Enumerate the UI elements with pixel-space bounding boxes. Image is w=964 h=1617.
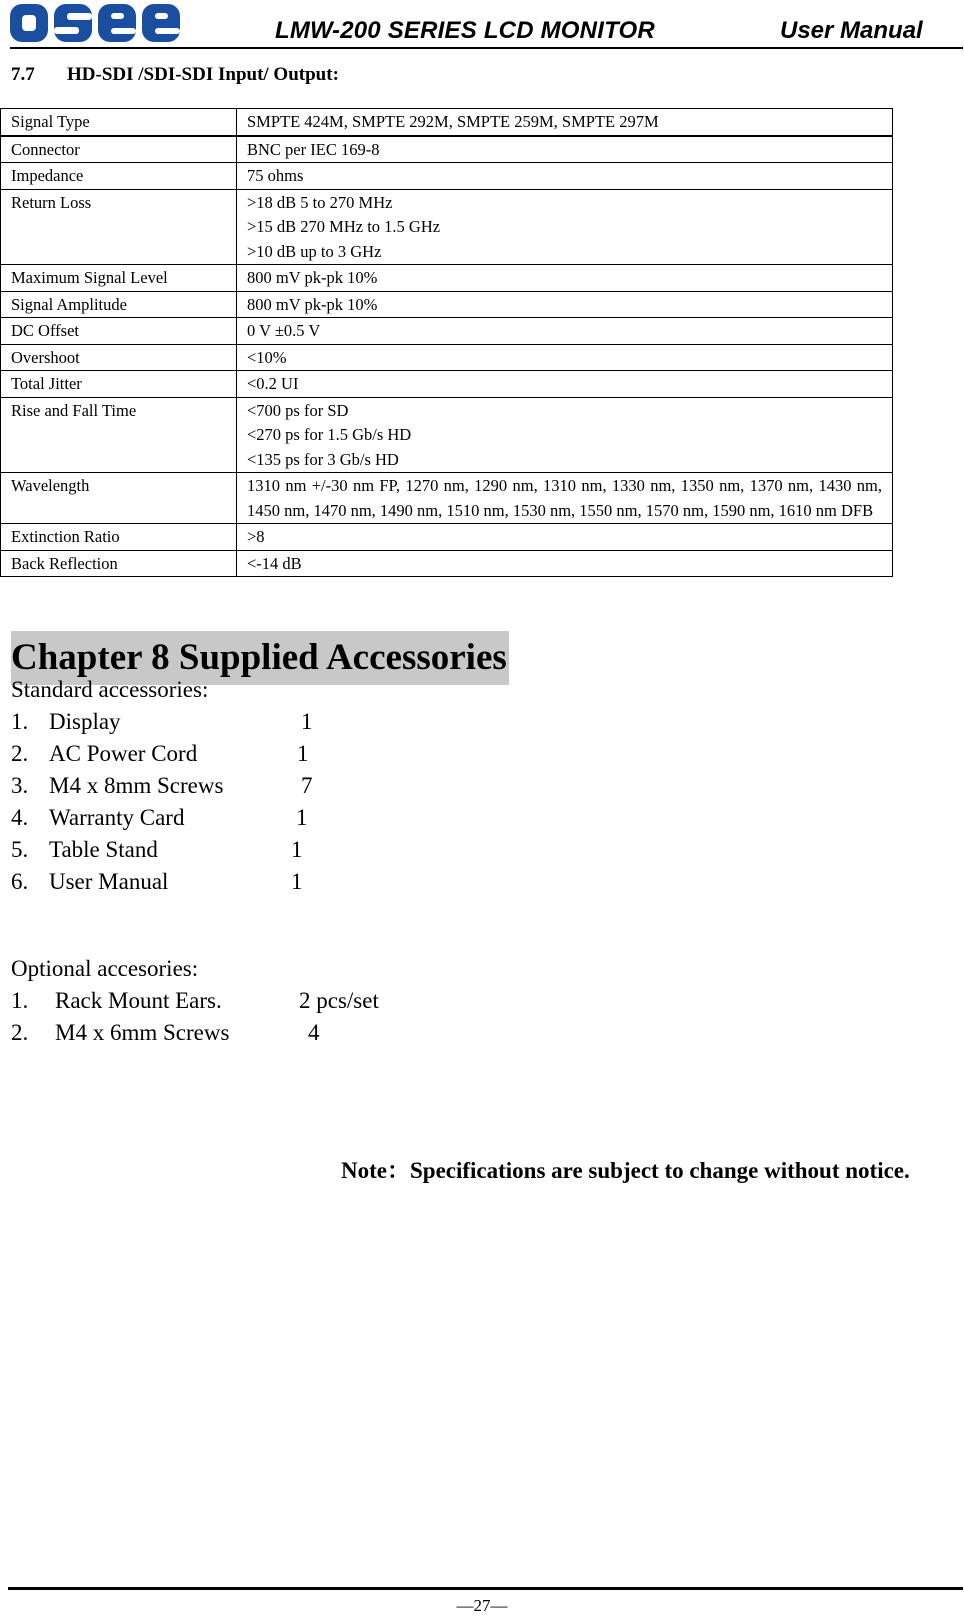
item-qty: 2 pcs/set	[299, 988, 379, 1013]
item-qty: 4	[308, 1020, 320, 1045]
spec-value-line: >8	[247, 527, 265, 546]
spec-value-line: 0 V ±0.5 V	[247, 321, 321, 340]
spec-value	[237, 473, 893, 524]
spec-value-line: <-14 dB	[247, 553, 302, 573]
spec-value-line: <270 ps for 1.5 Gb/s HD	[247, 425, 412, 444]
item-index: 2.	[11, 1020, 29, 1045]
document-title: LMW-200 SERIES LCD MONITOR	[275, 17, 655, 44]
item-name: Warranty Card	[49, 805, 185, 830]
spec-label: Wavelength	[1, 473, 237, 524]
spec-label: Signal Amplitude	[1, 291, 237, 318]
spec-value	[237, 163, 893, 190]
table-row	[1, 318, 893, 345]
spec-value-line: >10 dB up to 3 GHz	[247, 241, 382, 261]
table-row	[1, 189, 893, 265]
item-index: 3.	[11, 773, 29, 798]
note-label: Note：	[341, 1158, 410, 1183]
item-qty: 1	[291, 837, 303, 862]
item-qty: 1	[297, 741, 309, 766]
table-row	[1, 136, 893, 163]
page-number: —27—	[456, 1596, 508, 1615]
table-row	[1, 291, 893, 318]
spec-label: Impedance	[1, 163, 237, 190]
item-name: Display	[49, 709, 121, 734]
spec-label: DC Offset	[1, 318, 237, 345]
table-row	[1, 550, 893, 577]
chapter-title: Chapter 8 Supplied Accessories	[11, 631, 509, 685]
spec-value-line: SMPTE 424M, SMPTE 292M, SMPTE 259M, SMPTE 297M	[247, 112, 659, 131]
table-row	[1, 163, 893, 190]
spec-value-line: 75 ohms	[247, 166, 304, 185]
section-number: 7.7	[11, 64, 35, 85]
spec-value-line: <0.2 UI	[247, 374, 299, 393]
spec-value-line: <10%	[247, 347, 287, 367]
table-row	[1, 371, 893, 398]
spec-value-line: <700 ps for SD	[247, 400, 349, 420]
note-text: Specifications are subject to change without notice.	[409, 1158, 910, 1183]
table-row	[1, 524, 893, 551]
spec-value	[237, 344, 893, 371]
table-row	[1, 397, 893, 473]
header-divider	[10, 47, 963, 49]
item-name: Rack Mount Ears.	[55, 988, 222, 1013]
item-name: AC Power Cord	[49, 741, 198, 766]
osee-logo	[10, 2, 182, 44]
item-index: 5.	[11, 837, 29, 862]
manual-label: User Manual	[780, 17, 923, 44]
item-name: Table Stand	[49, 837, 158, 862]
spec-value-line: 800 mV pk-pk 10%	[247, 268, 378, 287]
spec-label: Rise and Fall Time	[1, 397, 237, 473]
table-row	[1, 473, 893, 524]
spec-label: Overshoot	[1, 344, 237, 371]
section-title: HD-SDI /SDI-SDI Input/ Output:	[67, 64, 339, 85]
spec-value-line: >18 dB 5 to 270 MHz	[247, 192, 393, 212]
item-name: M4 x 8mm Screws	[49, 773, 224, 798]
spec-table	[0, 108, 893, 577]
spec-label: Maximum Signal Level	[1, 265, 237, 292]
item-name: M4 x 6mm Screws	[55, 1020, 230, 1045]
table-row	[1, 109, 893, 136]
spec-value-line: >15 dB 270 MHz to 1.5 GHz	[247, 217, 441, 236]
page-header	[0, 0, 964, 50]
spec-value	[237, 524, 893, 551]
item-name: User Manual	[49, 869, 169, 894]
item-index: 6.	[11, 869, 29, 894]
spec-value	[237, 291, 893, 318]
item-qty: 7	[301, 773, 313, 798]
table-row	[1, 265, 893, 292]
spec-value-line: 800 mV pk-pk 10%	[247, 294, 378, 314]
item-index: 2.	[11, 741, 29, 766]
spec-value	[237, 189, 893, 265]
spec-value-line: <135 ps for 3 Gb/s HD	[247, 449, 399, 469]
spec-value-line: BNC per IEC 169-8	[247, 139, 380, 159]
spec-value	[237, 371, 893, 398]
footer-divider	[8, 1587, 963, 1590]
spec-value	[237, 397, 893, 473]
section-heading	[11, 64, 339, 86]
item-qty: 1	[296, 805, 308, 830]
spec-value	[237, 318, 893, 345]
optional-accessories-title: Optional accesories:	[11, 956, 199, 981]
spec-label: Total Jitter	[1, 371, 237, 398]
spec-value	[237, 136, 893, 163]
spec-label: Return Loss	[1, 189, 237, 265]
spec-label: Back Reflection	[1, 550, 237, 577]
spec-label: Connector	[1, 136, 237, 163]
item-index: 4.	[11, 805, 29, 830]
spec-value	[237, 109, 893, 136]
spec-label: Signal Type	[1, 109, 237, 136]
spec-value-line: 1310 nm +/-30 nm FP, 1270 nm, 1290 nm, 1310 nm, 1330 nm, 1350 nm, 1370 nm, 1430 nm, 1450 nm, 1470 nm, 1490 nm, 1510 nm, 1530 nm, 1550 nm, 1570 nm, 1590 nm, 1610 nm DFB	[247, 476, 882, 520]
item-qty: 1	[301, 709, 313, 734]
item-index: 1.	[11, 988, 29, 1013]
specification-note	[341, 1152, 910, 1185]
spec-value	[237, 550, 893, 577]
item-qty: 1	[291, 869, 303, 894]
table-row	[1, 344, 893, 371]
spec-label: Extinction Ratio	[1, 524, 237, 551]
spec-value	[237, 265, 893, 292]
standard-accessories-title: Standard accessories:	[11, 677, 209, 702]
item-index: 1.	[11, 709, 29, 734]
